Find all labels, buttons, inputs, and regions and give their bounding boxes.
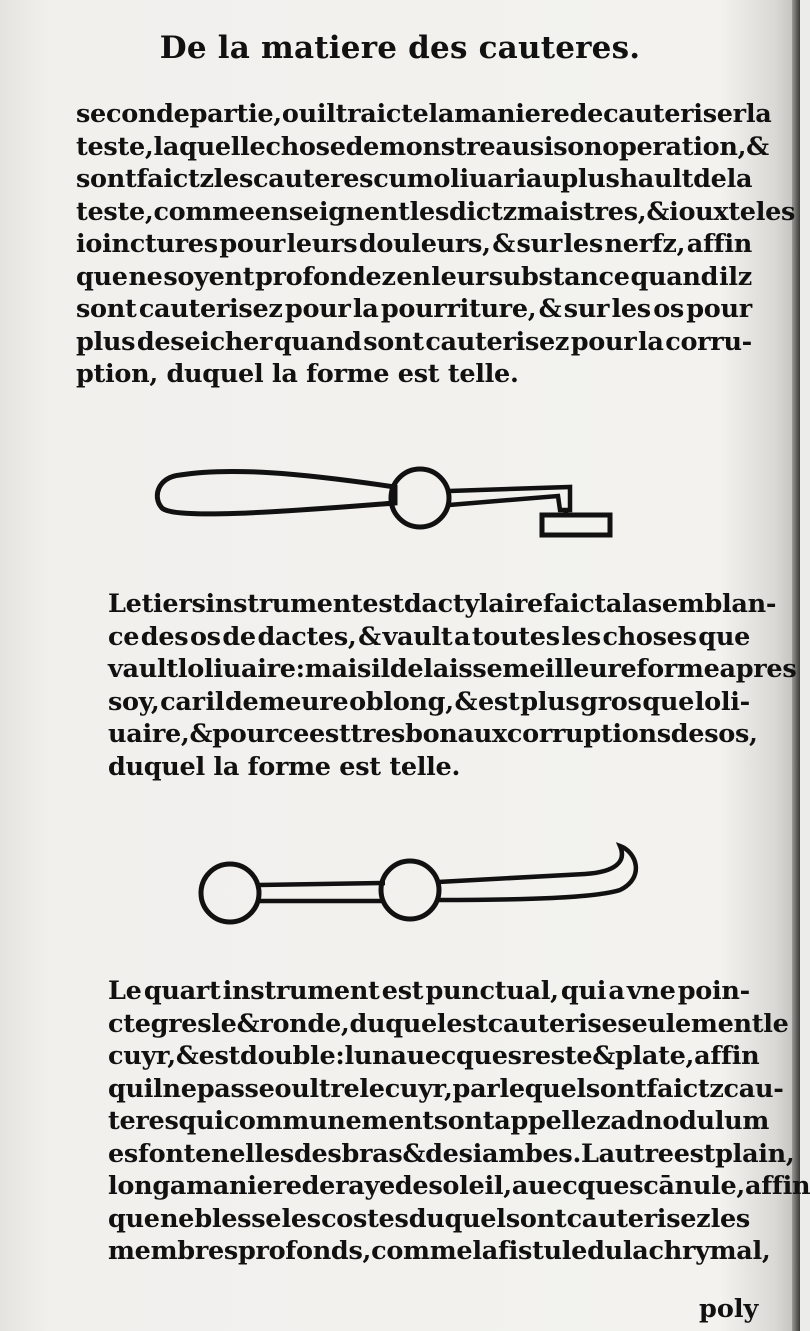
text-line: uaire, & pource est tresbon aux corruptions des os, (108, 719, 758, 749)
dactylar-cautery-figure (195, 838, 650, 938)
olivary-cautery-bulb (391, 469, 449, 527)
text-line: teste, laquelle chose demonstre ausi son operation, & (76, 131, 769, 162)
dactylar-cautery-shaft-hook (438, 846, 636, 900)
dactylar-cautery-shaft-left (259, 883, 385, 901)
paragraph-2 (108, 588, 797, 783)
text-line: teres qui communement sont appellez ad nodulum (108, 1106, 770, 1136)
text-line: sont cauterisez pour la pourriture, & sur les os pour (76, 294, 752, 324)
olivary-cautery-shaft (449, 487, 570, 510)
text-line: teste, comme enseignent lesdictz maistres, & iouxte les (76, 196, 796, 227)
text-line: soy, car il demeure oblong, & est plus gros que loli- (108, 686, 750, 717)
text-line: duquel la forme est telle. (108, 751, 461, 782)
text-line: seconde partie, ou il traicte la maniere de cauteriser la (76, 99, 772, 129)
text-line: es fontenelles des bras & des iambes. Lautre est plain, (108, 1138, 795, 1169)
text-line: sont faictz les cauteres cum oliuari au plus hault de la (76, 164, 753, 194)
text-line: quil ne passe oultre le cuyr, par lequel sont faictz cau- (108, 1073, 784, 1104)
text-line: ioinctures pour leurs douleurs, & sur les nerfz, affin (76, 229, 752, 259)
text-line: ce des os de dactes, & vault a toutes les choses que (108, 621, 750, 652)
running-header: De la matiere des cauteres. (159, 30, 641, 66)
olivary-cautery-tip (542, 515, 610, 535)
paragraph-3 (108, 975, 810, 1268)
text-line: vault loliuaire : mais il delaisse meilleure forme apres (108, 654, 797, 684)
paragraph-1 (76, 98, 796, 391)
text-line: long a maniere de raye de soleil, auecques cānule, affin (108, 1171, 810, 1201)
dactylar-cautery-middle-bulb (381, 861, 439, 919)
text-line: ption, duquel la forme est telle. (76, 359, 519, 389)
text-line: Le tiers instrument est dactylaire faict a la semblan- (108, 589, 777, 619)
text-line: cte gresle & ronde, duquel est cauterise seulement le (108, 1008, 789, 1039)
catchword: poly (699, 1294, 759, 1324)
text-line: cuyr, & est double : lun auecques reste & plate, affin (108, 1041, 760, 1071)
olivary-cautery-figure (150, 455, 620, 550)
dactylar-cautery-end-bulb (201, 864, 259, 922)
text-line: que ne soyent profondez en leur substance quand ilz (76, 261, 752, 292)
olivary-cautery-handle (157, 471, 395, 513)
text-line: Le quart instrument est punctual, qui a vne poin- (108, 976, 750, 1006)
text-line: membres profonds, comme la fistule du lachrymal, (108, 1236, 771, 1266)
text-line: que ne blesse les costes duquel sont cauterisez les (108, 1203, 750, 1234)
text-line: plus deseicher quand sont cauterisez pour la corru- (76, 326, 752, 357)
